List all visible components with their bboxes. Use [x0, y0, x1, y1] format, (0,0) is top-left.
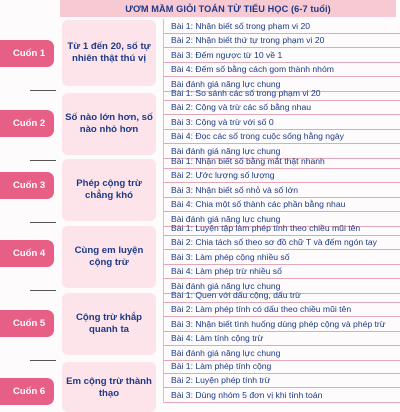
lesson-item: Bài 3: Nhận biết tình huống dùng phép cộng và phép trừ	[164, 317, 400, 332]
book-label-5: Cuốn 5	[0, 310, 54, 337]
lesson-list-4	[163, 221, 400, 294]
lesson-item: Bài 2: Nhận biết thứ tự trong phạm vi 20	[164, 34, 400, 49]
lesson-item: Bài đánh giá năng lực chung	[164, 346, 400, 361]
book-topic-3: Phép cộng trừ chẳng khó	[62, 159, 156, 221]
lesson-item: Bài 3: Làm phép cộng nhiều số	[164, 250, 400, 265]
lesson-list-5	[163, 288, 400, 361]
book-label-6: Cuốn 6	[0, 378, 54, 405]
book-label-4: Cuốn 4	[0, 240, 54, 267]
book-separator	[30, 90, 56, 91]
lesson-item: Bài 4: Làm tính cộng trừ	[164, 332, 400, 347]
lesson-item: Bài đánh giá năng lực chung	[164, 279, 400, 294]
lesson-item: Bài đánh giá năng lực chung	[164, 77, 400, 92]
lesson-item: Bài 3: Đếm ngược từ 10 về 1	[164, 48, 400, 63]
table-title: ƯƠM MẦM GIỎI TOÁN TỪ TIỂU HỌC (6-7 tuổi)	[60, 0, 396, 17]
lesson-list-1	[163, 19, 400, 92]
book-topic-2: Số nào lớn hơn, số nào nhỏ hơn	[62, 93, 156, 155]
book-separator	[30, 290, 56, 291]
lesson-item: Bài 1: Làm phép tính cộng	[164, 359, 400, 374]
lesson-item: Bài 4: Chia một số thành các phần bằng nhau	[164, 198, 400, 213]
lesson-item: Bài 1: So sánh các số trong phạm vi 20	[164, 86, 400, 101]
lesson-item: Bài 3: Cộng và trừ với số 0	[164, 115, 400, 130]
lesson-item: Bài 4: Đếm số bằng cách gom thành nhóm	[164, 63, 400, 78]
book-separator	[30, 360, 56, 361]
lesson-item: Bài 4: Làm phép trừ nhiều số	[164, 265, 400, 280]
lesson-item: Bài 2: Cộng và trừ các số bằng nhau	[164, 101, 400, 116]
lesson-item: Bài 2: Ước lượng số lượng	[164, 169, 400, 184]
lesson-item: Bài 1: Nhận biết số bằng mắt thật nhanh	[164, 154, 400, 169]
book-label-1: Cuốn 1	[0, 40, 54, 67]
book-topic-4: Cùng em luyện cộng trừ	[62, 226, 156, 288]
lesson-item: Bài 4: Đọc các số trong cuộc sống hằng ngày	[164, 130, 400, 145]
lesson-item: Bài 1: Nhận biết số trong phạm vi 20	[164, 19, 400, 34]
lesson-list-6	[163, 359, 400, 403]
lesson-item: Bài 2: Chia tách số theo sơ đồ chữ T và đếm ngón tay	[164, 236, 400, 251]
lesson-item: Bài 1: Quen với dấu cộng, dấu trừ	[164, 288, 400, 303]
lesson-item: Bài 3: Dùng nhóm 5 đơn vị khi tính toán	[164, 388, 400, 403]
book-topic-1: Từ 1 đến 20, số tự nhiên thật thú vị	[62, 20, 156, 86]
book-label-2: Cuốn 2	[0, 110, 54, 137]
lesson-item: Bài 3: Nhận biết số nhỏ và số lớn	[164, 183, 400, 198]
lesson-list-2	[163, 86, 400, 159]
lesson-list-3	[163, 154, 400, 227]
book-label-3: Cuốn 3	[0, 172, 54, 199]
book-topic-6: Em cộng trừ thành thạo	[62, 362, 156, 412]
lesson-item: Bài 2: Làm phép tính có dấu theo chiều mũi tên	[164, 303, 400, 318]
lesson-item: Bài 1: Luyện tập làm phép tính theo chiều mũi tên	[164, 221, 400, 236]
book-topic-5: Cộng trừ khắp quanh ta	[62, 293, 156, 355]
lesson-item: Bài 2: Luyện phép tính trừ	[164, 374, 400, 389]
book-separator	[30, 222, 56, 223]
lesson-item: Bài đánh giá năng lực chung	[164, 144, 400, 159]
lesson-item: Bài đánh giá năng lực chung	[164, 212, 400, 227]
book-separator	[30, 160, 56, 161]
